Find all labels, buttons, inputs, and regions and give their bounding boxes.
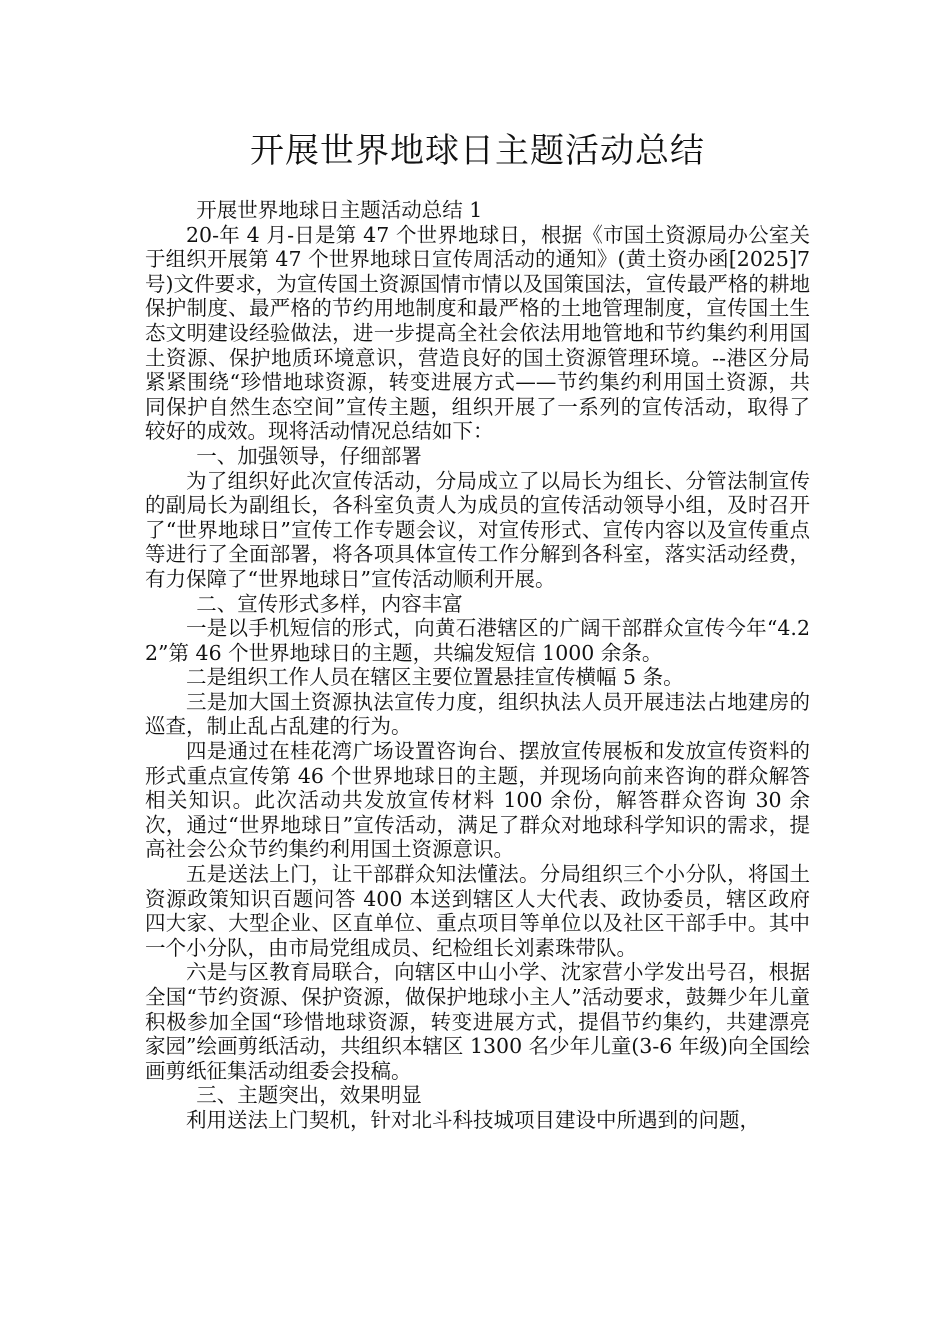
paragraph-item-4: 四是通过在桂花湾广场设置咨询台、摆放宣传展板和发放宣传资料的形式重点宣传第 46 个世界地球日的主题，并现场向前来咨询的群众解答相关知识。此次活动共发放宣传材料 100 余份，解答群众咨询 30 余次，通过“世界地球日”宣传活动，满足了群众对地球科学知识的需求，提高社会公众节约集约利用国土资源意识。 (145, 739, 810, 862)
paragraph-intro: 20-年 4 月-日是第 47 个世界地球日，根据《市国土资源局办公室关于组织开展第 47 个世界地球日宣传周活动的通知》(黄土资办函[2025]7 号)文件要求，为宣传国土资源国情市情以及国策国法，宣传最严格的耕地保护制度、最严格的节约用地制度和最严格的土地管理制度，宣传国土生态文明建设经验做法，进一步提高全社会依法用地管地和节约集约利用国土资源、保护地质环境意识，营造良好的国土资源管理环境。--港区分局紧紧围绕“珍惜地球资源，转变进展方式——节约集约利用国土资源，共同保护自然生态空间”宣传主题，组织开展了一系列的宣传活动，取得了较好的成效。现将活动情况总结如下： (145, 222, 810, 444)
document-title: 开展世界地球日主题活动总结 (250, 131, 705, 171)
document-page (145, 128, 810, 1133)
paragraph-item-3: 三是加大国土资源执法宣传力度，组织执法人员开展违法占地建房的巡查，制止乱占乱建的行为。 (145, 689, 810, 739)
paragraph-section-1: 为了组织好此次宣传活动，分局成立了以局长为组长、分管法制宣传的副局长为副组长，各科室负责人为成员的宣传活动领导小组，及时召开了“世界地球日”宣传工作专题会议，对宣传形式、宣传内容以及宣传重点等进行了全面部署，将各项具体宣传工作分解到各科室，落实活动经费，有力保障了“世界地球日”宣传活动顺利开展。 (145, 468, 810, 591)
section-heading-1: 一、加强领导，仔细部署 (196, 443, 422, 468)
paragraph-item-1: 一是以手机短信的形式，向黄石港辖区的广阔干部群众宣传今年“4.22”第 46 个世界地球日的主题，共编发短信 1000 余条。 (145, 616, 810, 665)
paragraph-item-2: 二是组织工作人员在辖区主要位置悬挂宣传横幅 5 条。 (186, 665, 684, 690)
document-subtitle: 开展世界地球日主题活动总结 1 (196, 198, 483, 222)
paragraph-item-6: 六是与区教育局联合，向辖区中山小学、沈家营小学发出号召，根据全国“节约资源、保护资源，做保护地球小主人”活动要求，鼓舞少年儿童积极参加全国“珍惜地球资源，转变进展方式，提倡节约集约，共建漂亮家园”绘画剪纸活动，共组织本辖区 1300 名少年儿童(3-6 年级)向全国绘画剪纸征集活动组委会投稿。 (145, 960, 810, 1083)
paragraph-section-3: 利用送法上门契机，针对北斗科技城项目建设中所遇到的问题， (186, 1107, 760, 1132)
paragraph-item-5: 五是送法上门，让干部群众知法懂法。分局组织三个小分队，将国土资源政策知识百题问答 400 本送到辖区人大代表、政协委员，辖区政府四大家、大型企业、区直单位、重点项目等单位以及社区干部手中。其中一个小分队，由市局党组成员、纪检组长刘素珠带队。 (145, 862, 810, 960)
section-heading-2: 二、宣传形式多样，内容丰富 (196, 591, 463, 616)
section-heading-3: 三、主题突出，效果明显 (196, 1083, 422, 1108)
